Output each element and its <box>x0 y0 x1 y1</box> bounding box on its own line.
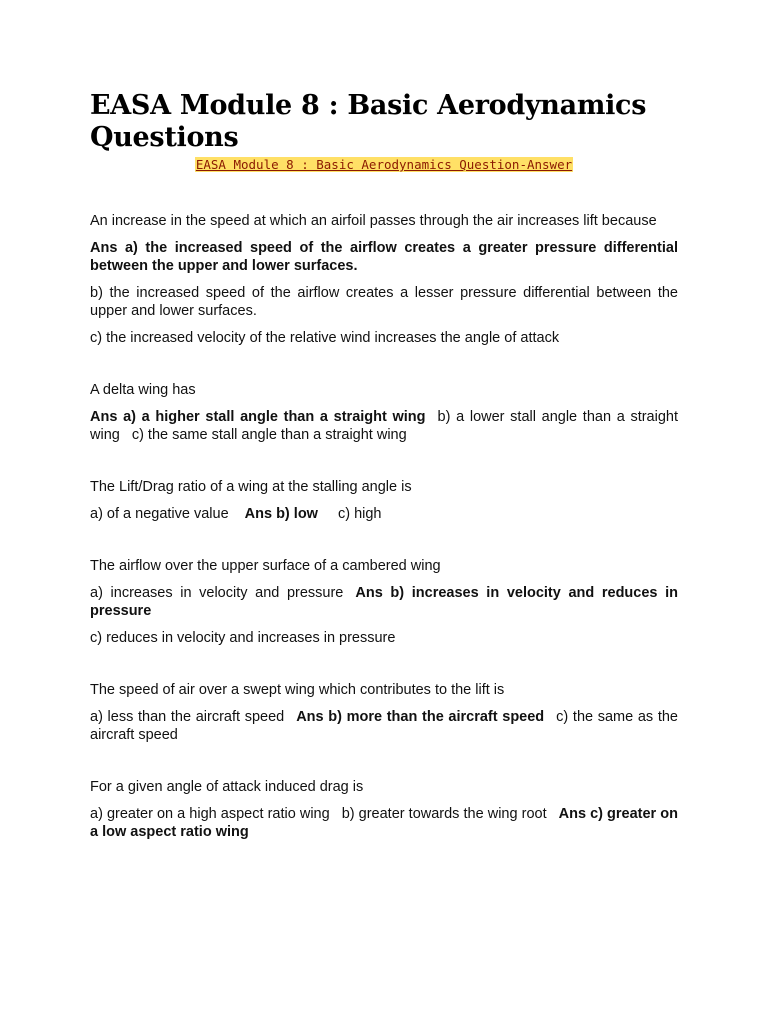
question-text: The Lift/Drag ratio of a wing at the stalling angle is <box>90 479 412 495</box>
question-block <box>90 681 678 744</box>
answer-option-b: b) the increased speed of the airflow creates a lesser pressure differential between the upper and lower surfaces. <box>90 285 678 319</box>
answer-option-c: c) the same stall angle than a straight wing <box>131 427 407 443</box>
answer-option-b: b) greater towards the wing root <box>341 806 547 822</box>
answer-option-a: a) less than the aircraft speed <box>90 709 285 725</box>
answer-option-c: c) reduces in velocity and increases in pressure <box>90 630 396 646</box>
page-title: EASA Module 8 : Basic Aerodynamics Questions <box>90 90 647 153</box>
answer-options-line <box>90 505 678 523</box>
question-block <box>90 478 678 523</box>
question-text: An increase in the speed at which an airfoil passes through the air increases lift because <box>90 213 657 229</box>
question-text: A delta wing has <box>90 382 196 398</box>
answer-options-line <box>90 408 678 444</box>
answer-option-c: Ans c) greater on a low aspect ratio wing <box>90 806 678 840</box>
answer-option-a: a) increases in velocity and pressure <box>90 585 344 601</box>
subtitle-container <box>90 156 678 174</box>
answer-option-b: Ans b) increases in velocity and reduces in pressure <box>90 585 679 619</box>
question-block <box>90 778 678 841</box>
answer-option-b: b) a lower stall angle than a straight wing <box>90 409 678 443</box>
answer-options-line <box>90 584 678 620</box>
answer-option-b: Ans b) low <box>244 506 318 522</box>
question-block <box>90 212 678 347</box>
answer-option-c: c) the increased velocity of the relative wind increases the angle of attack <box>90 330 560 346</box>
answer-option-a: Ans a) a higher stall angle than a straight wing <box>90 409 426 425</box>
question-block <box>90 557 678 647</box>
subtitle-link[interactable]: EASA Module 8 : Basic Aerodynamics Question-Answer <box>195 157 573 172</box>
answer-option-a: a) greater on a high aspect ratio wing <box>90 806 330 822</box>
question-text: The speed of air over a swept wing which contributes to the lift is <box>90 682 505 698</box>
document-page <box>90 90 678 875</box>
answer-options-line <box>90 708 678 744</box>
answer-option-b: Ans b) more than the aircraft speed <box>296 709 545 725</box>
answer-option-c: c) the same as the aircraft speed <box>90 709 678 743</box>
answer-options-line <box>90 805 678 841</box>
question-text: The airflow over the upper surface of a cambered wing <box>90 558 441 574</box>
question-block <box>90 381 678 444</box>
answer-option-c: c) high <box>337 506 382 522</box>
answer-option-a: a) of a negative value <box>90 506 229 522</box>
answer-option-a: Ans a) the increased speed of the airflow creates a greater pressure differential between the upper and lower surfaces. <box>90 240 678 274</box>
question-text: For a given angle of attack induced drag is <box>90 779 364 795</box>
